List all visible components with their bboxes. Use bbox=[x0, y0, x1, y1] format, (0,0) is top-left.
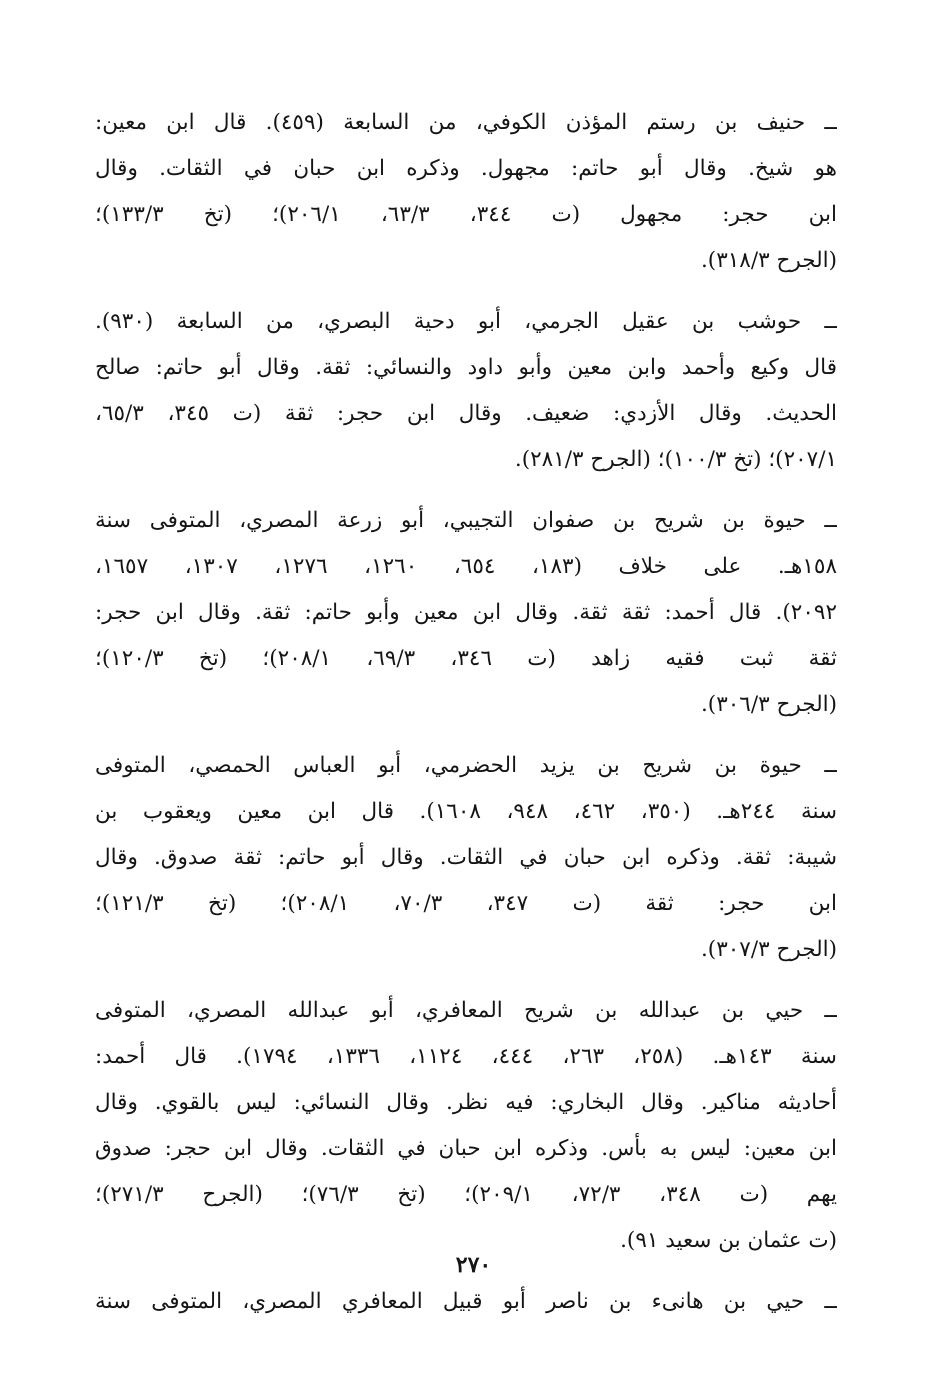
text-line: سنة ٢٤٤هـ. (٣٥٠، ٤٦٢، ٩٤٨، ١٦٠٨). قال ابن معين ويعقوب بن bbox=[95, 799, 837, 824]
text-line: (الجرح ٣٠٦/٣). bbox=[700, 692, 837, 717]
text-line: ــ حنيف بن رستم المؤذن الكوفي، من السابعة (٤٥٩). قال ابن معين: bbox=[95, 110, 837, 135]
text-line: (ت عثمان بن سعيد ٩١). bbox=[620, 1228, 837, 1253]
text-line: ابن معين: ليس به بأس. وذكره ابن حبان في الثقات. وقال ابن حجر: صدوق bbox=[95, 1136, 837, 1161]
text-line: يهم (ت ٣٤٨، ٧٢/٣، ٢٠٩/١)؛ (تخ ٧٦/٣)؛ (الجرح ٢٧١/٣)؛ bbox=[95, 1182, 837, 1207]
entry-huyay-hani bbox=[95, 1279, 837, 1325]
text-line: ١٥٨هـ. على خلاف (١٨٣، ٦٥٤، ١٢٦٠، ١٢٧٦، ١٣٠٧، ١٦٥٧، bbox=[95, 554, 837, 579]
text-line: أحاديثه مناكير. وقال البخاري: فيه نظر. وقال النسائي: ليس بالقوي. وقال bbox=[95, 1090, 837, 1115]
text-line: ــ حيي بن هانىء بن ناصر أبو قبيل المعافري المصري، المتوفى سنة bbox=[95, 1289, 837, 1314]
entry-haywa-safwan bbox=[95, 498, 837, 728]
text-line: ٢٠٩٢). قال أحمد: ثقة ثقة. وقال ابن معين وأبو حاتم: ثقة. وقال ابن حجر: bbox=[95, 600, 837, 625]
page-body bbox=[95, 100, 837, 1350]
text-line: سنة ١٤٣هـ. (٢٥٨، ٢٦٣، ٤٤٤، ١١٢٤، ١٣٣٦، ١٧٩٤). قال أحمد: bbox=[95, 1044, 837, 1069]
text-line: الحديث. وقال الأزدي: ضعيف. وقال ابن حجر: ثقة (ت ٣٤٥، ٦٥/٣، bbox=[95, 401, 837, 426]
text-line: (الجرح ٣٠٧/٣). bbox=[700, 937, 837, 962]
entry-hawshab bbox=[95, 299, 837, 483]
text-line: ــ حيي بن عبدالله بن شريح المعافري، أبو عبدالله المصري، المتوفى bbox=[95, 998, 837, 1023]
text-line: ــ حيوة بن شريح بن صفوان التجيبي، أبو زرعة المصري، المتوفى سنة bbox=[95, 508, 837, 533]
text-line: (الجرح ٣١٨/٣). bbox=[700, 248, 837, 273]
text-line: هو شيخ. وقال أبو حاتم: مجهول. وذكره ابن حبان في الثقات. وقال bbox=[95, 156, 837, 181]
text-line: ابن حجر: مجهول (ت ٣٤٤، ٦٣/٣، ٢٠٦/١)؛ (تخ ١٣٣/٣)؛ bbox=[95, 202, 837, 227]
text-line: قال وكيع وأحمد وابن معين وأبو داود والنسائي: ثقة. وقال أبو حاتم: صالح bbox=[95, 355, 837, 380]
page-number: ٢٧٠ bbox=[455, 1252, 492, 1278]
text-line: شيبة: ثقة. وذكره ابن حبان في الثقات. وقال أبو حاتم: ثقة صدوق. وقال bbox=[95, 845, 837, 870]
text-line: ابن حجر: ثقة (ت ٣٤٧، ٧٠/٣، ٢٠٨/١)؛ (تخ ١٢١/٣)؛ bbox=[95, 891, 837, 916]
entry-haywa-yazid bbox=[95, 743, 837, 973]
text-line: ثقة ثبت فقيه زاهد (ت ٣٤٦، ٦٩/٣، ٢٠٨/١)؛ (تخ ١٢٠/٣)؛ bbox=[95, 646, 837, 671]
entry-hanif bbox=[95, 100, 837, 284]
text-line: ٢٠٧/١)؛ (تخ ١٠٠/٣)؛ (الجرح ٢٨١/٣). bbox=[514, 447, 837, 472]
text-line: ــ حوشب بن عقيل الجرمي، أبو دحية البصري، من السابعة (٩٣٠). bbox=[95, 309, 837, 334]
entry-huyay-abdullah bbox=[95, 988, 837, 1264]
text-line: ــ حيوة بن شريح بن يزيد الحضرمي، أبو العباس الحمصي، المتوفى bbox=[95, 753, 837, 778]
